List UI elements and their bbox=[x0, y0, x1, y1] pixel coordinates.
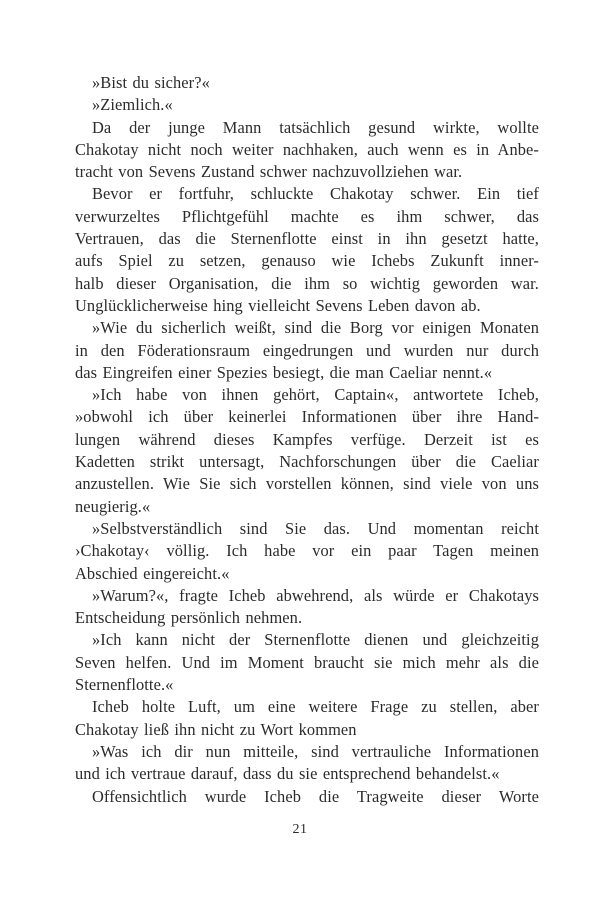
text-line: und ich vertraue darauf, dass du sie entsprechend behandelst.« bbox=[75, 764, 500, 784]
text-line: Unglücklicherweise hing vielleicht Sevens Leben davon ab. bbox=[75, 295, 481, 315]
text-line: ›Chakotay‹ völlig. Ich habe vor ein paar Tagen meinen bbox=[75, 541, 539, 561]
text-line: tracht von Sevens Zustand schwer nachzuvollziehen war. bbox=[75, 162, 463, 182]
text-line: aufs Spiel zu setzen, genauso wie Ichebs Zukunft inner- bbox=[75, 251, 539, 271]
text-line: das Eingreifen einer Spezies besiegt, die man Caeliar nennt.« bbox=[75, 362, 493, 382]
page-text bbox=[75, 72, 539, 808]
text-line: Chakotay nicht noch weiter nachhaken, auch wenn es in Anbe- bbox=[75, 139, 539, 159]
text-line: »Wie du sicherlich weißt, sind die Borg vor einigen Monaten bbox=[92, 318, 539, 338]
text-line: Seven helfen. Und im Moment braucht sie mich mehr als die bbox=[75, 652, 539, 672]
text-line: »Selbstverständlich sind Sie das. Und momentan reicht bbox=[92, 518, 539, 538]
text-line: »Bist du sicher?« bbox=[92, 73, 210, 92]
text-line: Kadetten strikt untersagt, Nachforschungen über die Caeliar bbox=[75, 452, 539, 472]
text-line: Offensichtlich wurde Icheb die Tragweite dieser Worte bbox=[92, 786, 539, 806]
text-line: Vertrauen, das die Sternenflotte einst in ihn gesetzt hatte, bbox=[75, 229, 539, 249]
text-line: verwurzeltes Pflichtgefühl machte es ihm schwer, das bbox=[75, 206, 539, 226]
text-line: »Warum?«, fragte Icheb abwehrend, als würde er Chakotays bbox=[92, 585, 539, 605]
text-line: in den Föderationsraum eingedrungen und wurden nur durch bbox=[75, 340, 539, 360]
text-line: »Ich habe von ihnen gehört, Captain«, antwortete Icheb, bbox=[92, 385, 539, 405]
text-line: halb dieser Organisation, die ihm so wichtig geworden war. bbox=[75, 273, 539, 293]
text-line: »obwohl ich über keinerlei Informationen über ihre Hand- bbox=[75, 407, 539, 427]
text-line: anzustellen. Wie Sie sich vorstellen können, sind viele von uns bbox=[75, 474, 539, 494]
text-line: Da der junge Mann tatsächlich gesund wirkte, wollte bbox=[92, 117, 539, 137]
text-line: Entscheidung persönlich nehmen. bbox=[75, 608, 303, 628]
text-line: »Ich kann nicht der Sternenflotte dienen und gleichzeitig bbox=[92, 630, 539, 650]
text-line: Abschied eingereicht.« bbox=[75, 563, 230, 583]
text-line: Chakotay ließ ihn nicht zu Wort kommen bbox=[75, 719, 357, 739]
text-line: Icheb holte Luft, um eine weitere Frage zu stellen, aber bbox=[92, 697, 539, 717]
text-line: Sternenflotte.« bbox=[75, 675, 174, 695]
text-line: Bevor er fortfuhr, schluckte Chakotay schwer. Ein tief bbox=[92, 184, 539, 204]
text-line: »Was ich dir nun mitteile, sind vertrauliche Informationen bbox=[92, 741, 539, 761]
text-line: »Ziemlich.« bbox=[92, 95, 173, 115]
page-number: 21 bbox=[292, 822, 308, 837]
text-line: neugierig.« bbox=[75, 496, 151, 516]
text-line: lungen während dieses Kampfes verfüge. Derzeit ist es bbox=[75, 429, 539, 449]
